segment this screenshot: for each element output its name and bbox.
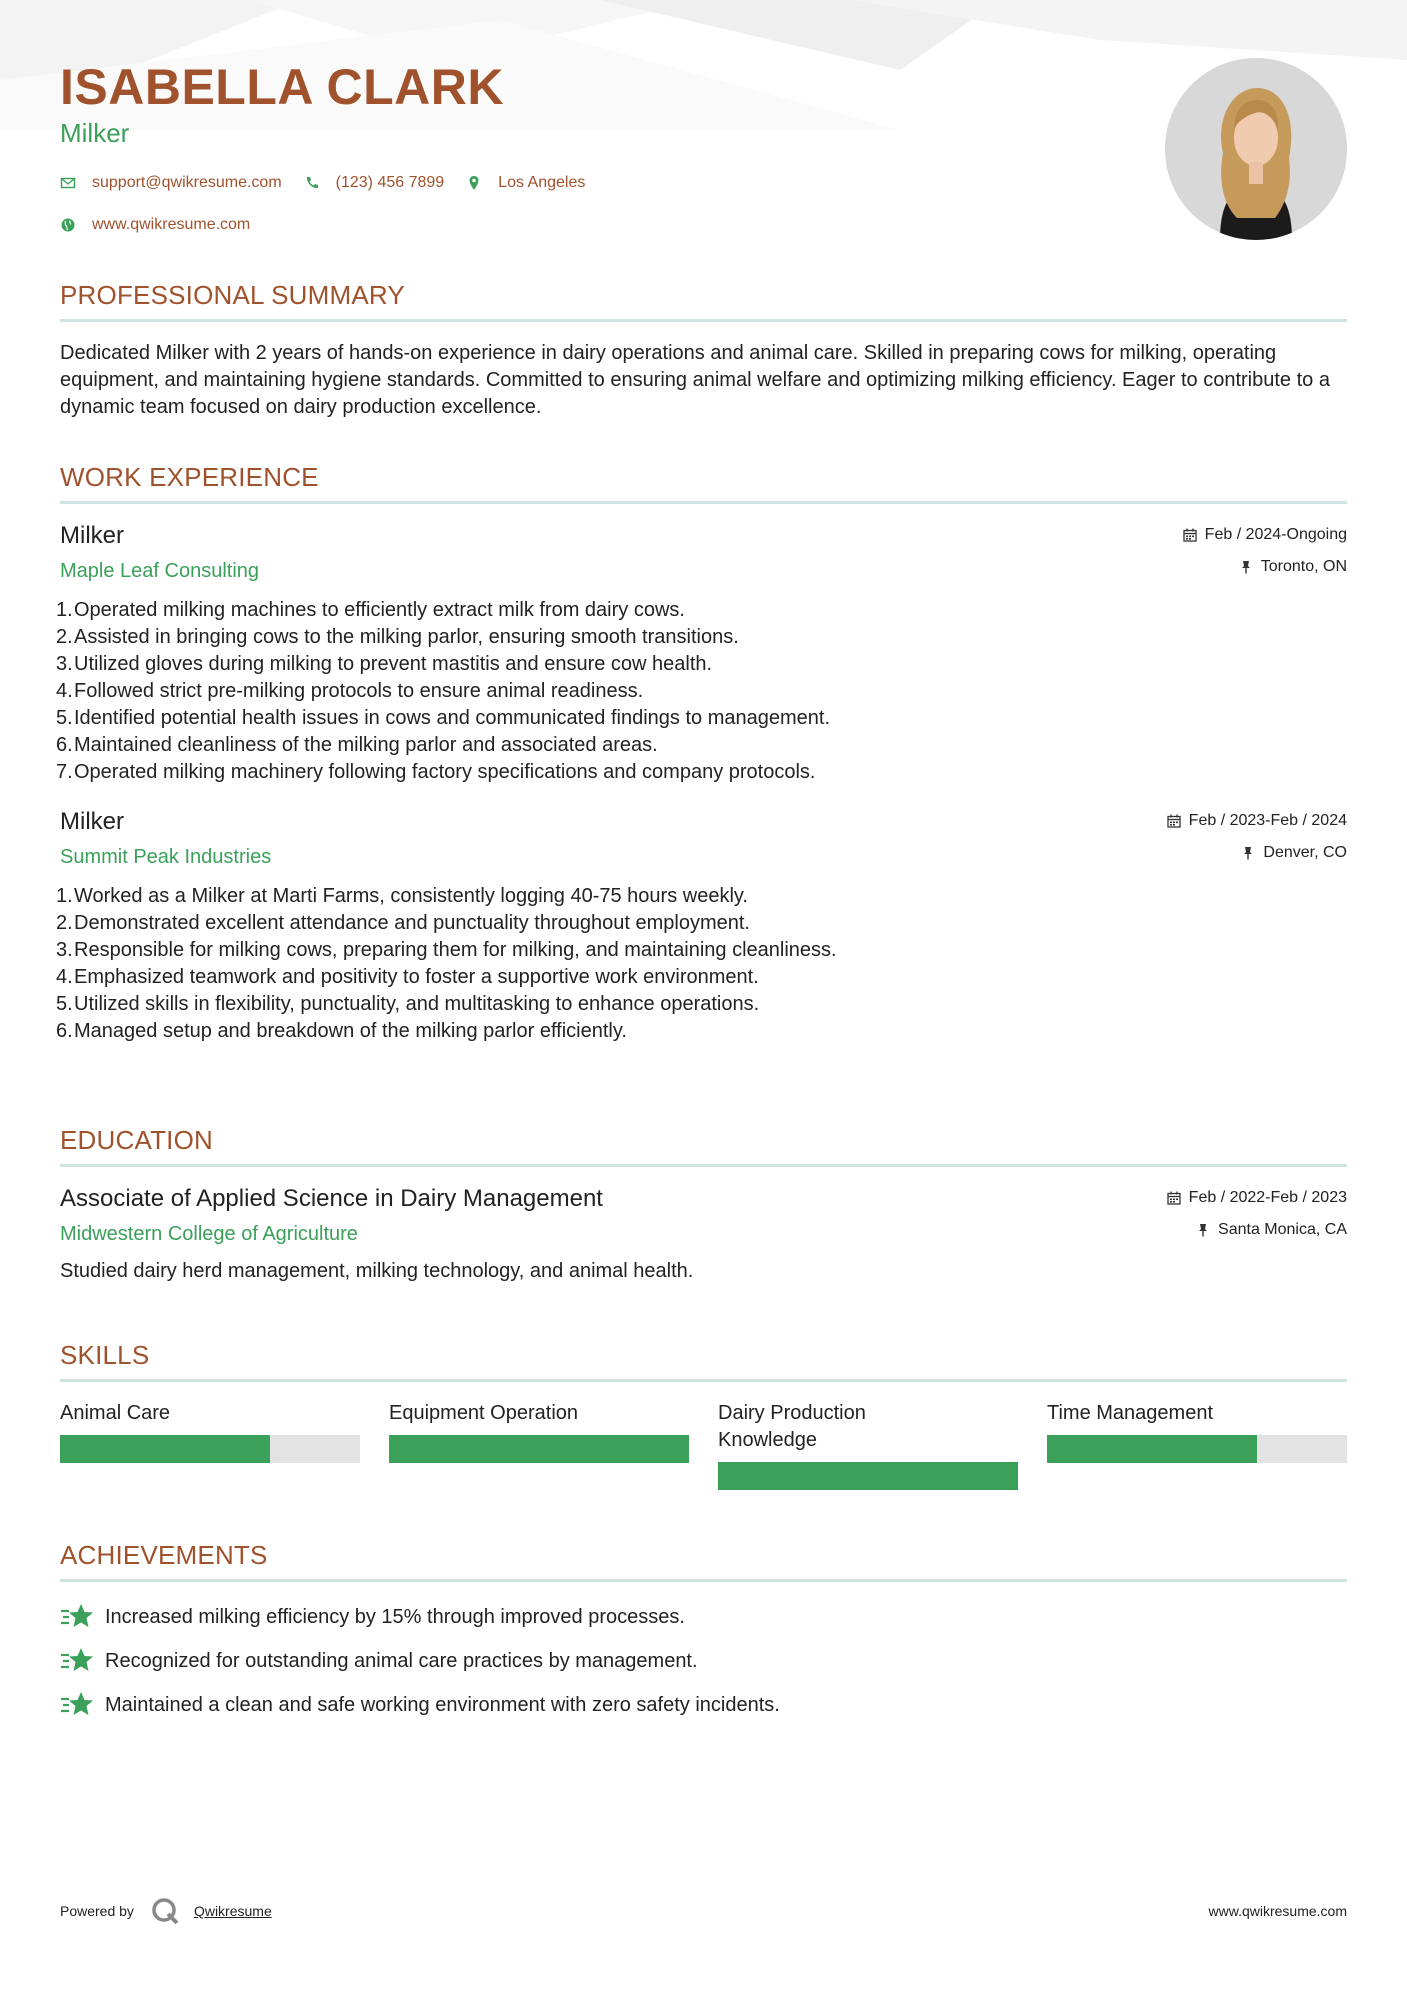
- profile-photo: [1165, 58, 1347, 240]
- skill-item: [718, 1400, 1018, 1490]
- skill-item: [1047, 1400, 1347, 1490]
- achievements-section: [60, 1540, 1347, 1734]
- education-meta: [1167, 1189, 1347, 1253]
- skill-item: [60, 1400, 360, 1490]
- education-location: [1167, 1221, 1347, 1239]
- contact-website[interactable]: [60, 216, 250, 234]
- phone-icon: [304, 175, 320, 191]
- star-icon: [60, 1646, 94, 1676]
- skill-bar: [60, 1435, 360, 1463]
- contact-email[interactable]: [60, 174, 282, 192]
- job-title: Milker: [60, 808, 124, 835]
- degree-title: Associate of Applied Science in Dairy Management: [60, 1185, 603, 1212]
- school-name: Midwestern College of Agriculture: [60, 1223, 358, 1245]
- list-item: 7. Operated milking machinery following factory specifications and company protocols.: [56, 761, 816, 783]
- skill-bar-fill: [1047, 1435, 1257, 1463]
- list-item: 3. Responsible for milking cows, preparing them for milking, and maintaining cleanliness.: [56, 939, 837, 961]
- section-title-summary: PROFESSIONAL SUMMARY: [60, 280, 1347, 322]
- resume-header: [60, 0, 1347, 240]
- globe-icon: [60, 217, 76, 233]
- job-meta: [1167, 812, 1347, 876]
- job-location-text: Toronto, ON: [1260, 558, 1347, 575]
- list-item: [60, 1646, 1347, 1676]
- pushpin-icon: [1239, 560, 1253, 574]
- footer-powered-by: [60, 1896, 272, 1926]
- skill-bar: [1047, 1435, 1347, 1463]
- job-entry: [56, 808, 1347, 1045]
- education-section: [60, 1125, 1347, 1283]
- star-icon: [60, 1690, 94, 1720]
- education-description: Studied dairy herd management, milking technology, and animal health.: [60, 1260, 694, 1282]
- pushpin-icon: [1196, 1223, 1210, 1237]
- skill-bar-fill: [60, 1435, 270, 1463]
- education-entry: [60, 1185, 1347, 1283]
- list-item: 2. Demonstrated excellent attendance and punctuality throughout employment.: [56, 912, 750, 934]
- job-dates: [1167, 812, 1347, 830]
- achievement-text: Maintained a clean and safe working environment with zero safety incidents.: [105, 1693, 780, 1716]
- skills-section: [60, 1340, 1347, 1490]
- job-company: Maple Leaf Consulting: [60, 560, 260, 582]
- skill-bar-fill: [389, 1435, 689, 1463]
- skill-bar-fill: [718, 1462, 1018, 1490]
- list-item: [60, 1690, 1347, 1720]
- skill-name: Time Management: [1047, 1402, 1213, 1424]
- calendar-icon: [1167, 814, 1181, 828]
- skill-name: Equipment Operation: [389, 1402, 579, 1424]
- work-experience-section: [56, 462, 1347, 1045]
- location-text: Los Angeles: [498, 174, 586, 191]
- skills-grid: [60, 1400, 1347, 1490]
- contact-row: [60, 174, 607, 192]
- pushpin-icon: [1241, 846, 1255, 860]
- section-title-work: WORK EXPERIENCE: [60, 462, 1347, 504]
- job-location-text: Denver, CO: [1263, 844, 1347, 861]
- job-title: Milker: [60, 522, 124, 549]
- list-item: 2. Assisted in bringing cows to the milking parlor, ensuring smooth transitions.: [56, 626, 739, 648]
- list-item: 4. Followed strict pre-milking protocols to ensure animal readiness.: [56, 680, 644, 702]
- page-footer: [60, 1896, 1347, 1926]
- list-item: 6. Maintained cleanliness of the milking parlor and associated areas.: [56, 734, 658, 756]
- powered-by-text: Powered by: [60, 1903, 134, 1919]
- envelope-icon: [60, 175, 76, 191]
- education-dates: [1167, 1189, 1347, 1207]
- list-item: 5. Identified potential health issues in cows and communicated findings to management.: [56, 707, 831, 729]
- job-dates-text: Feb / 2024-Ongoing: [1204, 526, 1347, 543]
- list-item: 1. Operated milking machines to efficiently extract milk from dairy cows.: [56, 599, 685, 621]
- skill-name: Dairy Production Knowledge: [718, 1402, 866, 1451]
- achievements-list: [60, 1602, 1347, 1720]
- job-dates-text: Feb / 2023-Feb / 2024: [1188, 812, 1347, 829]
- achievement-text: Increased milking efficiency by 15% through improved processes.: [105, 1605, 685, 1628]
- list-item: 1. Worked as a Milker at Marti Farms, consistently logging 40-75 hours weekly.: [56, 885, 748, 907]
- job-bullets: [56, 883, 1347, 1045]
- summary-text: Dedicated Milker with 2 years of hands-on experience in dairy operations and animal care. Skilled in preparing cows for milking, operating equipment, and maintaining hygiene standards. Committed to ensuring animal welfare and optimizing milking efficiency. Eager to contribute to a dynamic team focused on dairy production excellence.: [60, 342, 1330, 418]
- list-item: 4. Emphasized teamwork and positivity to foster a supportive work environment.: [56, 966, 759, 988]
- section-title-achievements: ACHIEVEMENTS: [60, 1540, 1347, 1582]
- list-item: 5. Utilized skills in flexibility, punctuality, and multitasking to enhance operations.: [56, 993, 760, 1015]
- job-company: Summit Peak Industries: [60, 846, 272, 868]
- email-text: support@qwikresume.com: [92, 174, 282, 191]
- qwikresume-logo-icon: [150, 1896, 180, 1926]
- education-dates-text: Feb / 2022-Feb / 2023: [1188, 1189, 1347, 1206]
- job-entry: [56, 522, 1347, 786]
- section-title-skills: SKILLS: [60, 1340, 1347, 1382]
- summary-section: [60, 280, 1347, 421]
- star-icon: [60, 1602, 94, 1632]
- candidate-role: Milker: [60, 118, 130, 148]
- achievement-text: Recognized for outstanding animal care practices by management.: [105, 1649, 698, 1672]
- skill-bar: [389, 1435, 689, 1463]
- footer-website-link[interactable]: www.qwikresume.com: [1208, 1903, 1347, 1919]
- skill-bar: [718, 1462, 1018, 1490]
- job-dates: [1183, 526, 1347, 544]
- contact-location: [466, 174, 585, 192]
- qwikresume-link[interactable]: Qwikresume: [193, 1903, 272, 1919]
- list-item: 6. Managed setup and breakdown of the milking parlor efficiently.: [56, 1020, 627, 1042]
- calendar-icon: [1183, 528, 1197, 542]
- job-location: [1183, 558, 1347, 576]
- list-item: 3. Utilized gloves during milking to prevent mastitis and ensure cow health.: [56, 653, 713, 675]
- candidate-name: ISABELLA CLARK: [60, 59, 505, 115]
- education-location-text: Santa Monica, CA: [1218, 1221, 1347, 1238]
- map-pin-icon: [466, 175, 482, 191]
- section-title-education: EDUCATION: [60, 1125, 1347, 1167]
- skill-name: Animal Care: [60, 1402, 171, 1424]
- job-meta: [1183, 526, 1347, 590]
- skill-item: [389, 1400, 689, 1490]
- job-location: [1167, 844, 1347, 862]
- contact-row-website: [60, 216, 272, 234]
- calendar-icon: [1167, 1191, 1181, 1205]
- job-bullets: [56, 597, 1347, 786]
- phone-text: (123) 456 7899: [335, 174, 445, 191]
- website-text: www.qwikresume.com: [92, 216, 251, 233]
- contact-phone[interactable]: [304, 174, 445, 192]
- list-item: [60, 1602, 1347, 1632]
